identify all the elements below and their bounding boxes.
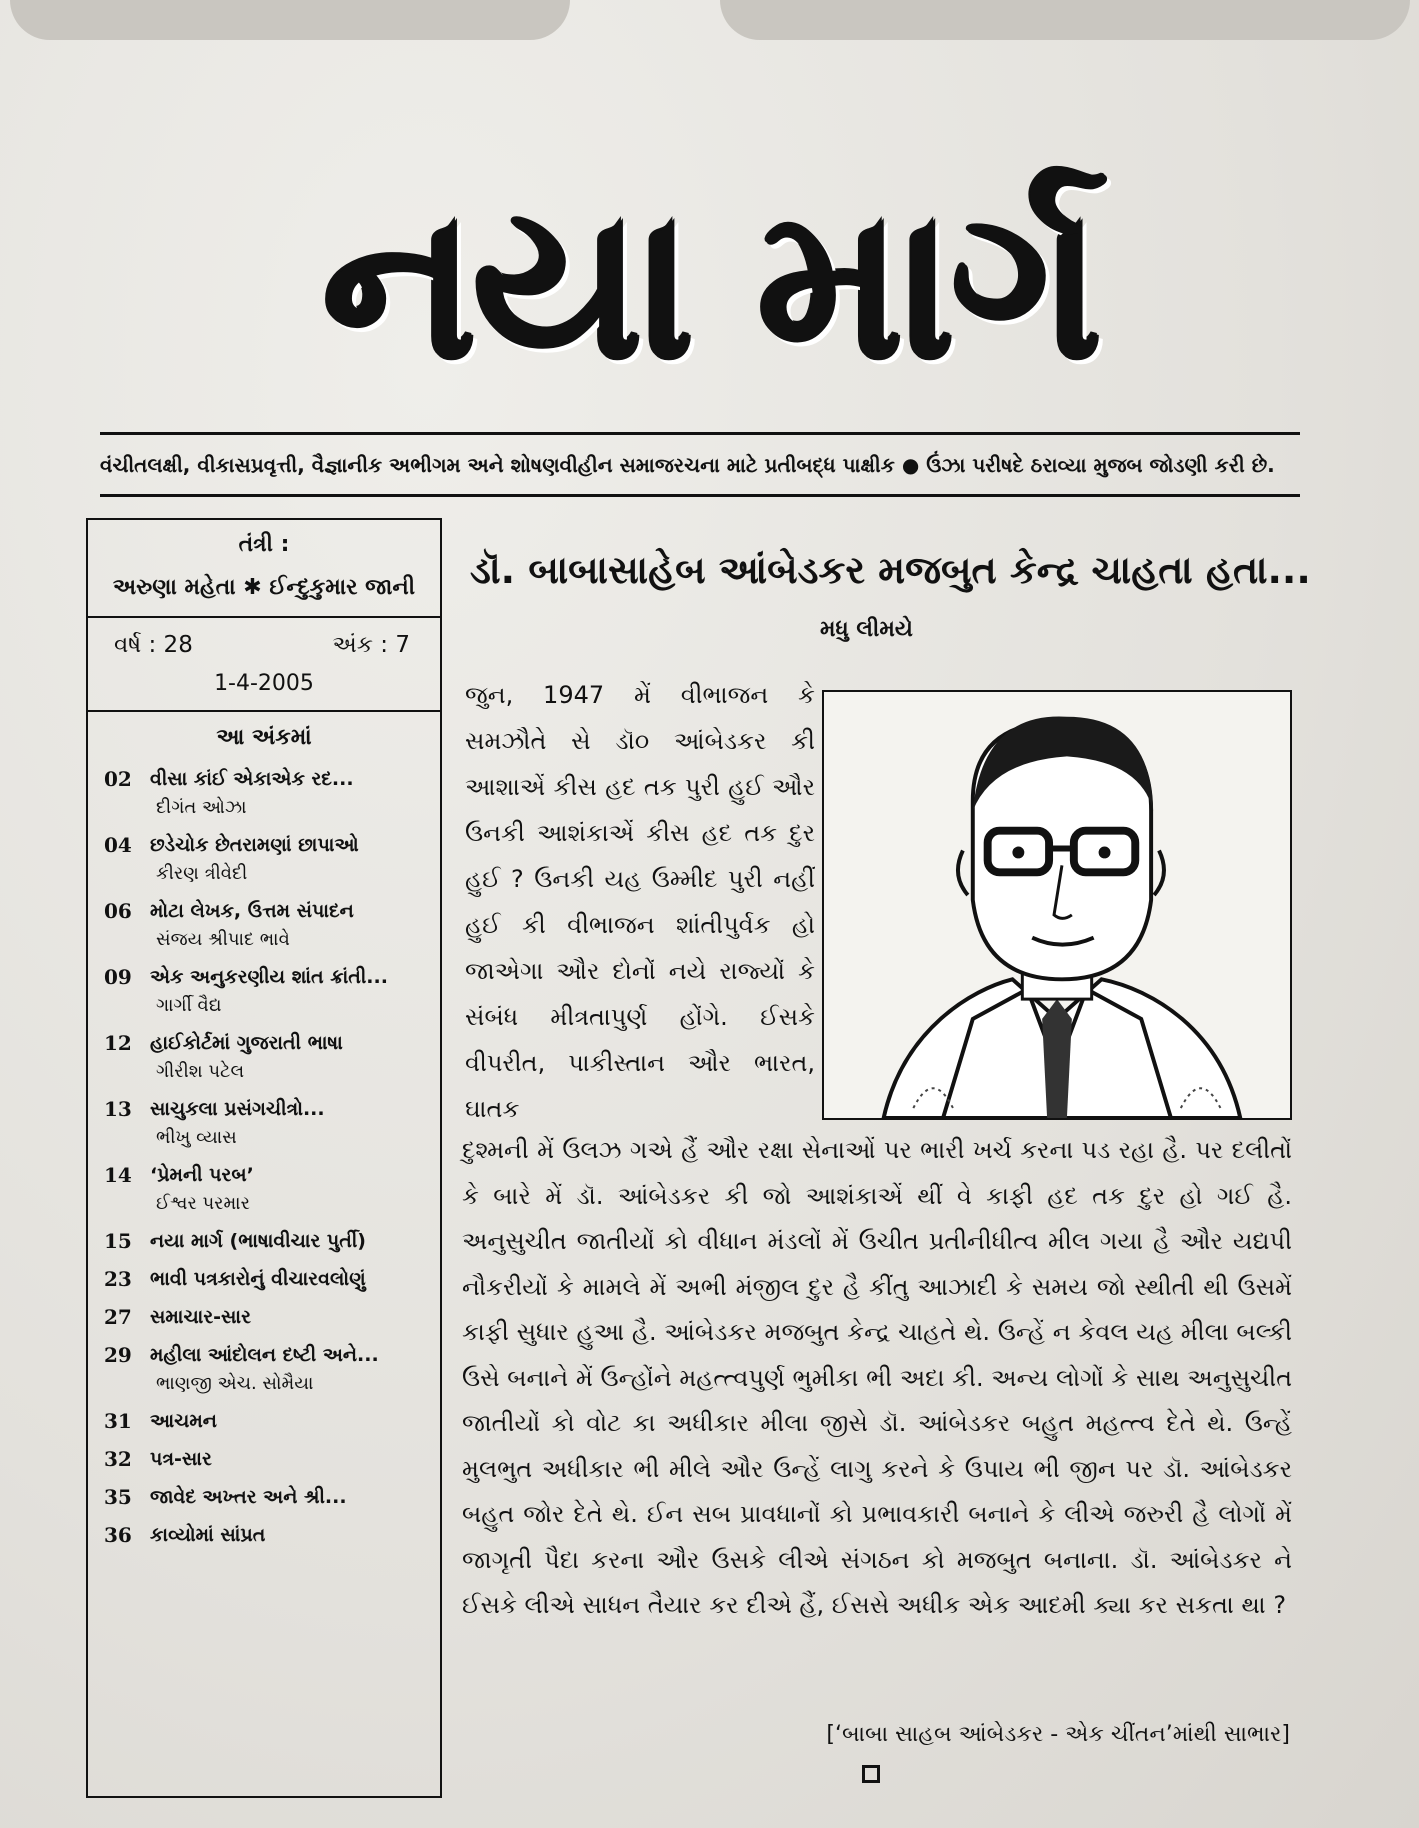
- toc-item: [104, 1520, 440, 1550]
- toc-row: [104, 1302, 440, 1332]
- toc-row: [104, 1028, 440, 1058]
- article-column-text: જુન, 1947 મેં વીભાજન કે સમઝૌતે સે ડૉ૦ આંબેડકર કી આશાએં કીસ હદ તક પુરી હુઈ ઔર ઉનકી આશંકાએં કીસ હદ તક દુર હુઈ ? ઉનકી યહ ઉમ્મીદ પુરી નહીં હુઈ કી વીભાજન શાંતીપુર્વક હો જાએગા ઔર દોનોં નયે રાજ્યોં કે સંબંધ મીત્રતાપુર્ણ હોંગે. ઈસકે વીપરીત, પાકીસ્તાન ઔર ભારત, ઘાતક: [465, 681, 815, 1123]
- contents-heading: આ અંકમાં: [216, 725, 312, 750]
- toc-row: [104, 962, 440, 992]
- toc-item: [104, 1444, 440, 1474]
- torn-edge: [10, 0, 570, 40]
- toc-row: [104, 1160, 440, 1190]
- toc-title: સમાચાર-સાર: [150, 1306, 251, 1328]
- toc-page-number: 23: [104, 1267, 132, 1291]
- toc-row: [104, 1406, 440, 1436]
- toc-title: નયા માર્ગ (ભાષાવીચાર પુર્તી): [150, 1230, 366, 1252]
- article-body-text: દુશ્મની મેં ઉલઝ ગએ હૈં ઔર રક્ષા સેનાઓં પર ભારી ખર્ચ કરના પડ રહા હૈ. પર દલીતોં કે બારે મેં ડૉ. આંબેડકર કી જો આશંકાએં થીં વે કાફી હદ તક દુર હો ગઈ હૈ. અનુસુચીત જાતીયોં કો વીધાન મંડલોં મેં ઉચીત પ્રતીનીધીત્વ મીલ ગયા હૈ ઔર યદ્યપી નૌકરીયોં કે મામલે મેં અભી મંજીલ દુર હૈ કીંતુ આઝાદી કે સમય જો સ્થીતી થી ઉસમેં કાફી સુધાર હુઆ હૈ. આંબેડકર મજબુત કેન્દ્ર ચાહતે થે. ઉન્હેં ન કેવલ યહ મીલા બલ્કી ઉસે બનાને મેં ઉન્હોંને મહત્ત્વપુર્ણ ભુમીકા ભી અદા કી. અન્ય લોગોં કે સાથ અનુસુચીત જાતીયોં કો વોટ કા અધીકાર મીલા જીસે ડૉ. આંબેડકર બહુત મહત્ત્વ દેતે થે. ઉન્હેં મુલભુત અધીકાર ભી મીલે ઔર ઉન્હેં લાગુ કરને કે ઉપાય ભી જીન પર ડૉ. આંબેડકર બહુત જોર દેતે થે. ઈન સબ પ્રાવધાનોં કો પ્રભાવકારી બનાને કે લીએ જરુરી હૈ લોગોં મેં જાગૃતી પૈદા કરના ઔર ઉસકે લીએ સંગઠન કો મજબુત બનાના. ડૉ. આંબેડકર ને ઈસકે લીએ સાધન તૈયાર કર દીએ હૈં, ઈસસે અધીક એક આદમી ક્યા કર સકતા થા ?: [462, 1136, 1292, 1619]
- toc-page-number: 14: [104, 1163, 132, 1187]
- toc-title: મહીલા આંદોલન દષ્ટી અને...: [150, 1344, 379, 1366]
- toc-row: [104, 1520, 440, 1550]
- toc-author: સંજય શ્રીપાદ ભાવે: [156, 929, 290, 950]
- contents-sidebar: [86, 518, 442, 1798]
- toc-row: [104, 896, 440, 926]
- toc-page-number: 15: [104, 1229, 132, 1253]
- toc-page-number: 09: [104, 965, 132, 989]
- toc-title: જાવેદ અખ્તર અને શ્રી...: [150, 1486, 347, 1508]
- article-credit: [‘બાબા સાહબ આંબેડકર - એક ચીંતન’માંથી સાભાર]: [826, 1722, 1290, 1747]
- toc-title: આચમન: [150, 1410, 217, 1432]
- toc-page-number: 29: [104, 1343, 132, 1367]
- toc-row: [104, 830, 440, 860]
- toc-page-number: 27: [104, 1305, 132, 1329]
- toc-author: ઈશ્વર પરમાર: [156, 1193, 250, 1214]
- toc-item: [104, 1160, 440, 1218]
- toc-row: [104, 764, 440, 794]
- toc-title: કાવ્યોમાં સાંપ્રત: [150, 1524, 266, 1546]
- show-through-text: [150, 105, 1250, 145]
- toc-item: [104, 1028, 440, 1086]
- toc-title: છડેચોક છેતરામણાં છાપાઓ: [150, 834, 359, 856]
- article-author: મધુ લીમયે: [820, 617, 913, 642]
- masthead-rule: [100, 432, 1300, 435]
- issue-label: અંક : 7: [332, 632, 410, 658]
- toc-item: [104, 962, 440, 1020]
- toc-title: એક અનુકરણીય શાંત ક્રાંતી...: [150, 966, 388, 988]
- portrait-illustration: [822, 690, 1292, 1120]
- toc-title: પત્ર-સાર: [150, 1448, 212, 1470]
- year-label: વર્ષ : 28: [114, 632, 193, 658]
- toc-page-number: 13: [104, 1097, 132, 1121]
- toc-page-number: 31: [104, 1409, 132, 1433]
- toc-title: મોટા લેખક, ઉત્તમ સંપાદન: [150, 900, 354, 922]
- toc-title: હાઈકોર્ટમાં ગુજરાતી ભાષા: [150, 1032, 343, 1054]
- toc-item: [104, 1094, 440, 1152]
- toc-title: ભાવી પત્રકારોનું વીચારવલોણું: [150, 1268, 366, 1290]
- toc-item: [104, 1264, 440, 1294]
- editors: અરુણા મહેતા ✱ ઈન્દુકુમાર જાની: [88, 566, 440, 618]
- toc-row: [104, 1444, 440, 1474]
- toc-author: ભીખુ વ્યાસ: [156, 1127, 237, 1148]
- issue-meta: [88, 618, 440, 666]
- toc-title: ‘પ્રેમની પરબ’: [150, 1164, 254, 1186]
- toc-title: સાચુકલા પ્રસંગચીત્રો...: [150, 1098, 325, 1120]
- toc-page-number: 06: [104, 899, 132, 923]
- toc-row: [104, 1340, 440, 1370]
- portrait-drawing: [824, 692, 1290, 1118]
- toc-item: [104, 1482, 440, 1512]
- toc-row: [104, 1482, 440, 1512]
- toc-page-number: 02: [104, 767, 132, 791]
- toc-row: [104, 1264, 440, 1294]
- article-headline: ડૉ. બાબાસાહેબ આંબેડકર મજબુત કેન્દ્ર ચાહતા હતા...: [470, 548, 1311, 592]
- torn-edge: [720, 0, 1410, 40]
- editor-label: તંત્રી :: [238, 532, 290, 557]
- table-of-contents: [88, 764, 440, 1550]
- toc-row: [104, 1094, 440, 1124]
- toc-item: [104, 1302, 440, 1332]
- toc-page-number: 32: [104, 1447, 132, 1471]
- toc-item: [104, 1340, 440, 1398]
- toc-author: કીરણ ત્રીવેદી: [156, 863, 248, 884]
- toc-page-number: 12: [104, 1031, 132, 1055]
- masthead-title: નયા માર્ગ: [321, 162, 1098, 407]
- toc-author: ગીરીશ પટેલ: [156, 1061, 245, 1082]
- toc-item: [104, 1406, 440, 1436]
- toc-author: ભાણજી એચ. સોમૈયા: [156, 1373, 314, 1394]
- toc-page-number: 04: [104, 833, 132, 857]
- toc-item: [104, 830, 440, 888]
- toc-item: [104, 764, 440, 822]
- toc-title: વીસા કાંઈ એકાએક રદ...: [150, 768, 354, 790]
- toc-author: ગાર્ગી વૈદ્ય: [156, 995, 222, 1016]
- toc-author: દીગંત ઓઝા: [156, 797, 247, 818]
- toc-page-number: 35: [104, 1485, 132, 1509]
- tagline-rule: [100, 494, 1300, 497]
- toc-item: [104, 896, 440, 954]
- toc-item: [104, 1226, 440, 1256]
- issue-date: 1-4-2005: [88, 666, 440, 712]
- toc-row: [104, 1226, 440, 1256]
- toc-page-number: 36: [104, 1523, 132, 1547]
- tagline: વંચીતલક્ષી, વીકાસપ્રવૃત્તી, વૈજ્ઞાનીક અભીગમ અને શોષણવીહીન સમાજરચના માટે પ્રતીબદ્ધ પાક્ષીક ● ઉંઝા પરીષદે ઠરાવ્યા મુજબ જોડણી કરી છે.: [100, 453, 1275, 477]
- end-mark: [862, 1765, 880, 1783]
